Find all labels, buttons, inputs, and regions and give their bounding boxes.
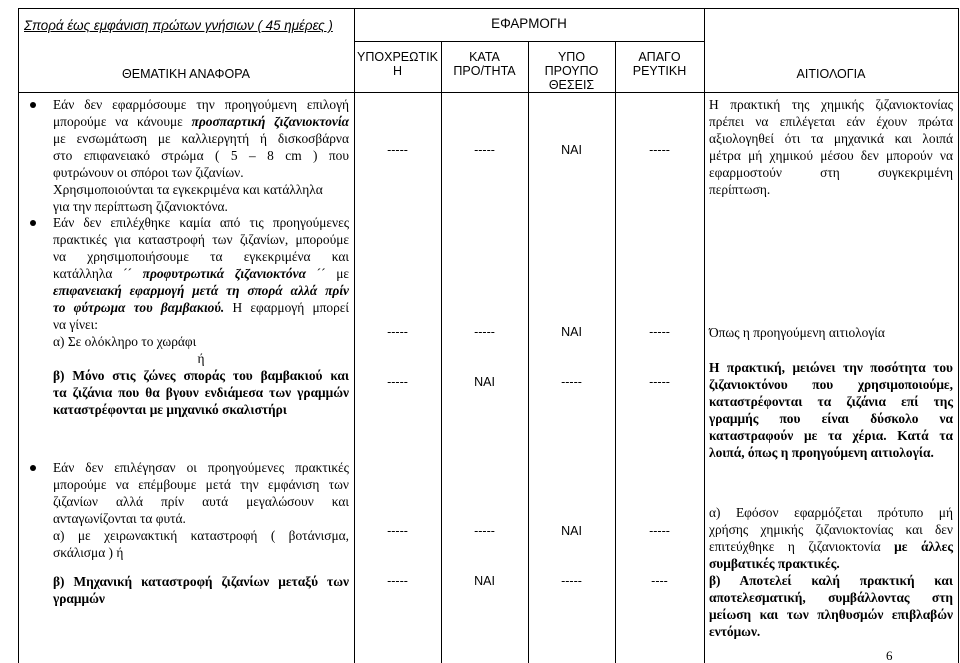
page-number: 6 (886, 648, 893, 663)
col-divider-recommended (528, 41, 529, 663)
justification-4-line: μείωση και των πληθυσμών επιβλαβών (709, 607, 953, 622)
thematic-p2-line: επιφανειακή εφαρμογή μετά τη σπορά αλλά πρίν (53, 283, 349, 298)
row1-mandatory: ----- (387, 143, 408, 157)
row1-conditional: ΝΑΙ (561, 143, 582, 157)
thematic-p2-line: να χρησιμοποιήσουμε τα εγκεκριμένα και (53, 249, 349, 264)
row4-recommended: ----- (474, 524, 495, 538)
justification-4-line: συμβατικές πρακτικές. (709, 556, 840, 571)
header-application: ΕΦΑΡΜΟΓΗ (491, 16, 567, 31)
row5-recommended: ΝΑΙ (474, 574, 495, 588)
thematic-p2-line: ή (197, 351, 205, 366)
justification-3-line: ζιζανιοκτόνου που χρησιμοποιούμε, (709, 377, 953, 392)
row5-prohibited: ---- (651, 574, 668, 588)
justification-4-line: αποτελεσματική, συμβάλλοντας στη (709, 590, 953, 605)
row2-recommended: ----- (474, 325, 495, 339)
thematic-p2-line: πρακτικές για καταστροφή των ζιζανίων, μπορούμε (53, 232, 349, 247)
thematic-p2-line: να γίνει: (53, 317, 98, 332)
thematic-p1-line: φυτρώνουν οι σπόροι των ζιζανίων. (53, 165, 244, 180)
header-thematic: ΘΕΜΑΤΙΚΗ ΑΝΑΦΟΡΑ (122, 67, 250, 81)
header-recommended: ΚΑΤΑ ΠΡΟ/ΤΗΤΑ (453, 50, 516, 78)
justification-2: Όπως η προηγούμενη αιτιολογία (709, 325, 885, 340)
table-border-top (18, 8, 959, 9)
bullet-1 (30, 102, 36, 108)
justification-4-line: β) Αποτελεί καλή πρακτική και (709, 573, 953, 588)
justification-3-line: λοιπά, όπως η προηγούμενη αιτιολογία. (709, 445, 934, 460)
row3-conditional: ----- (561, 375, 582, 389)
thematic-p3-line: ανταγωνίζονται τα φυτά. (53, 511, 186, 526)
row3-recommended: ΝΑΙ (474, 375, 495, 389)
thematic-p2-line: α) Σε ολόκληρο το χωράφι (53, 334, 197, 349)
justification-1-line: περίπτωση. (709, 182, 771, 197)
row2-prohibited: ----- (649, 325, 670, 339)
row3-mandatory: ----- (387, 375, 408, 389)
row1-prohibited: ----- (649, 143, 670, 157)
row4-mandatory: ----- (387, 524, 408, 538)
col-divider-conditional (615, 41, 616, 663)
justification-1-line: Η πρακτική της χημικής ζιζανιοκτονίας (709, 97, 953, 112)
justification-1-line: πρέπει να επιλέγεται εάν έχουν πρώτα (709, 114, 953, 129)
justification-1-line: αξιολογηθεί ότι τα μηχανικά και λοιπά (709, 131, 953, 146)
thematic-p3-line: α) με χειρωνακτική καταστροφή ( βοτάνισμα, (53, 528, 349, 543)
row5-mandatory: ----- (387, 574, 408, 588)
thematic-p3-line: σκάλισμα ) ή (53, 545, 124, 560)
thematic-p1-line: για την περίπτωση ζιζανιοκτόνα. (53, 199, 228, 214)
row2-conditional: ΝΑΙ (561, 325, 582, 339)
col-divider-mandatory (441, 41, 442, 663)
thematic-p2-line: β) Μόνο στις ζώνες σποράς του βαμβακιού και (53, 368, 349, 383)
row4-prohibited: ----- (649, 524, 670, 538)
thematic-p1-line: στο επιφανειακό στρώμα ( 5 – 8 cm ) που (53, 148, 349, 163)
justification-3-line: καταστραφούν με τα χέρια. Κατά τα (709, 428, 953, 443)
thematic-p2-line: καταστρέφονται με μηχανικό σκαλιστήρι (53, 402, 287, 417)
justification-4-line: α) Εφόσον εφαρμόζεται πρότυπο μή (709, 505, 953, 520)
row4-conditional: ΝΑΙ (561, 524, 582, 538)
thematic-p1-line: με ενσωμάτωση με καλλιεργητή ή δισκοσβάρνα (53, 131, 349, 146)
justification-4-line: εντόμων. (709, 624, 761, 639)
header-mandatory: ΥΠΟΧΡΕΩΤΙΚ Η (357, 50, 438, 78)
thematic-p2-line: το φύτρωμα του βαμβακιού. Η εφαρμογή μπορεί (53, 300, 349, 315)
justification-1-line: εφαρμοστούν στη συγκεκριμένη (709, 165, 953, 180)
justification-4-line: χρήσης χημικής ζιζανιοκτονίας και δεν (709, 522, 953, 537)
row3-prohibited: ----- (649, 375, 670, 389)
thematic-p3-line: ζιζανίων αλλά πρίν αυτά μεγαλώσουν και (53, 494, 349, 509)
header-justification: ΑΙΤΙΟΛΟΓΙΑ (796, 67, 866, 81)
page-title: Σπορά έως εμφάνιση πρώτων γνήσιων ( 45 ημέρες ) (24, 18, 333, 33)
table-border-left (18, 8, 19, 663)
row1-recommended: ----- (474, 143, 495, 157)
thematic-p2-line: Εάν δεν επιλέχθηκε καμία από τις προηγούμενες (53, 215, 349, 230)
justification-1-line: μέτρα μή χημικού μέσου δεν μπορούν να (709, 148, 953, 163)
thematic-p3-line: Εάν δεν επιλέγησαν οι προηγούμενες πρακτικές (53, 460, 349, 475)
thematic-p2-line: κατάλληλα ´´ προφυτρωτικά ζιζανιοκτόνα ´´ με (53, 266, 349, 281)
justification-4-line: επιτεύχθηκε η ζιζανιοκτονία με άλλες (709, 539, 953, 554)
thematic-p1-line: Χρησιμοποιούνται τα εγκεκριμένα και κατάλληλα (53, 182, 323, 197)
col-divider-application (704, 8, 705, 663)
thematic-p1-line: μπορούμε να κάνουμε προσπαρτική ζιζανιοκτονία (53, 114, 349, 129)
justification-3-line: καταστρέφονται τα ζιζάνια επί της (709, 394, 953, 409)
row5-conditional: ----- (561, 574, 582, 588)
thematic-p2-line: τα ζιζάνια που θα βγουν ενδιάμεσα των γραμμών (53, 385, 349, 400)
justification-3-line: γραμμής που είναι δύσκολο να (709, 411, 953, 426)
bullet-3 (30, 465, 36, 471)
header-prohibited: ΑΠΑΓΟ ΡΕΥΤΙΚΗ (632, 50, 687, 78)
justification-3-line: Η πρακτική, μειώνει την ποσότητα του (709, 360, 953, 375)
thematic-p3-line: γραμμών (53, 591, 105, 606)
thematic-p3-line: μπορούμε να επέμβουμε μετά την εμφάνιση των (53, 477, 349, 492)
bullet-2 (30, 220, 36, 226)
row2-mandatory: ----- (387, 325, 408, 339)
table-border-right (958, 8, 959, 663)
thematic-p3-line: β) Μηχανική καταστροφή ζιζανίων μεταξύ των (53, 574, 349, 589)
header-separator (354, 41, 704, 42)
thematic-p1-line: Εάν δεν εφαρμόσουμε την προηγούμενη επιλογή (53, 97, 349, 112)
header-bottom-line (18, 92, 959, 93)
header-conditional: ΥΠΟ ΠΡΟΥΠΟ ΘΕΣΕΙΣ (544, 50, 599, 92)
